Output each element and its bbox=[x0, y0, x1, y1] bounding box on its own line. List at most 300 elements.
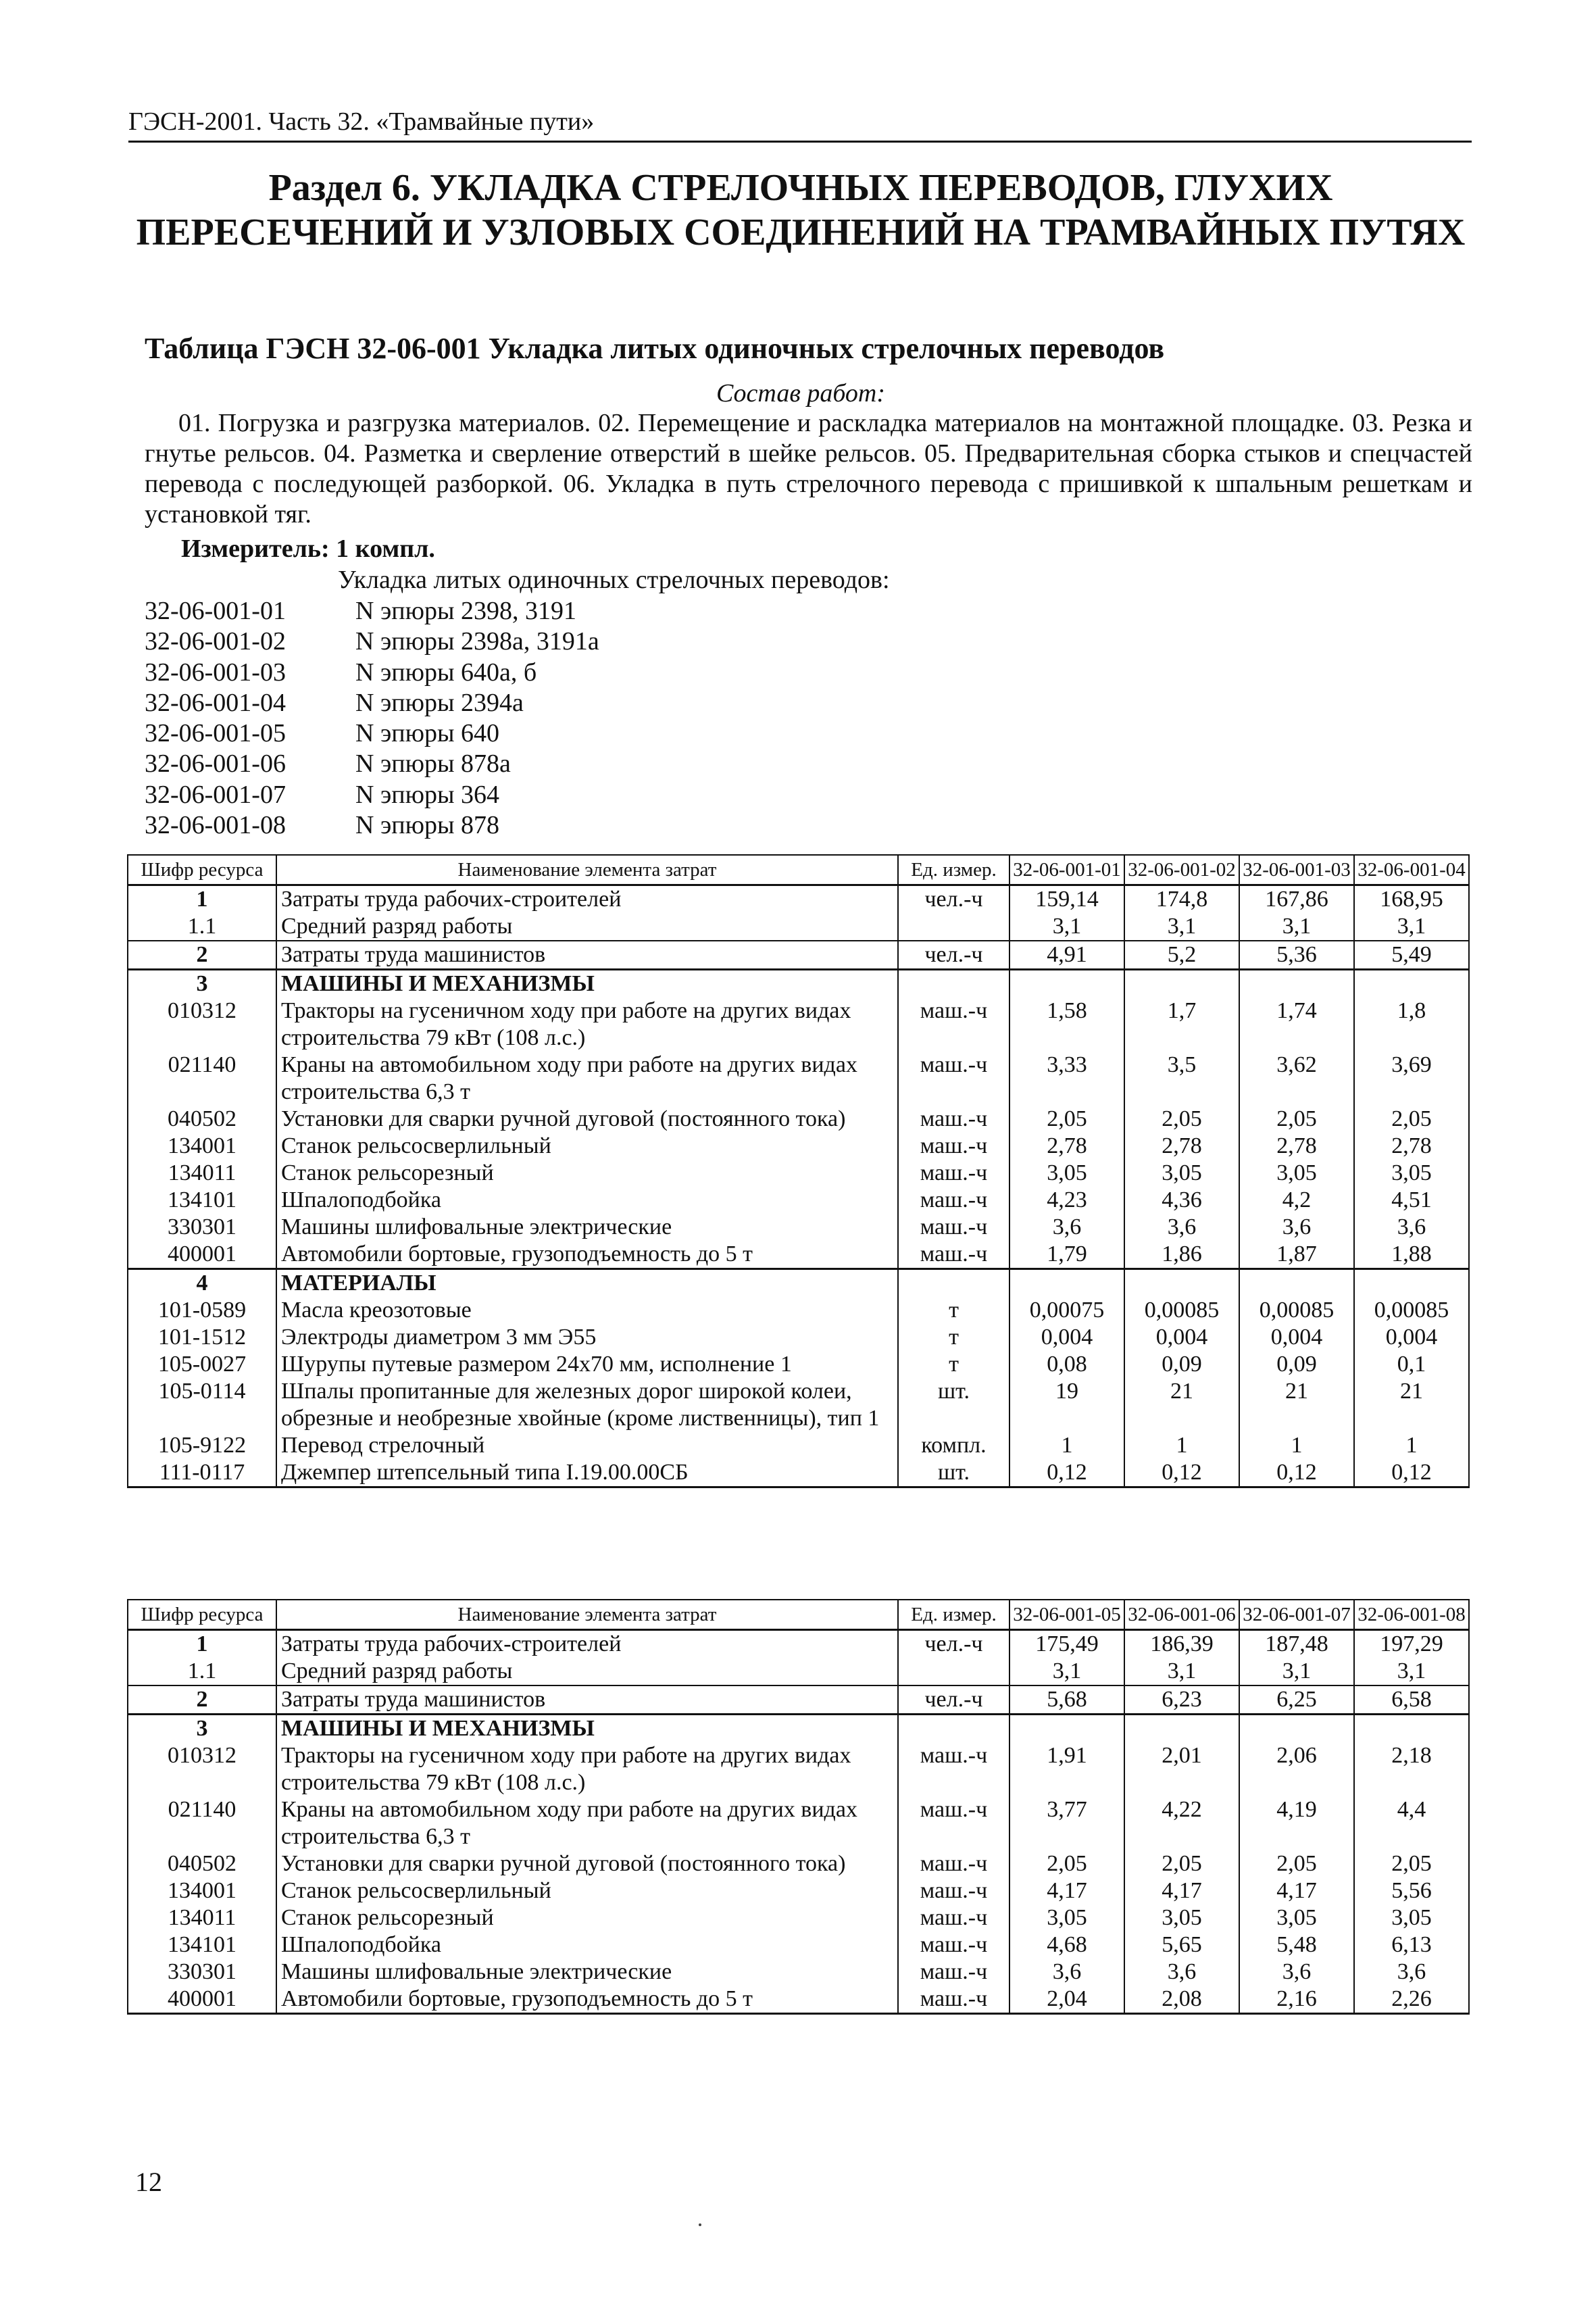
resource-value: 6,23 bbox=[1124, 1685, 1239, 1715]
resource-value: 5,49 bbox=[1354, 941, 1469, 970]
table-row bbox=[128, 1850, 1469, 1877]
resource-unit: маш.-ч bbox=[898, 1133, 1009, 1160]
code-number: 32-06-001-06 bbox=[145, 749, 286, 779]
resource-unit: чел.-ч bbox=[898, 1685, 1009, 1715]
header-col: 32-06-001-04 bbox=[1354, 855, 1469, 885]
resource-value: 3,1 bbox=[1239, 1658, 1354, 1685]
resource-value: 174,8 bbox=[1124, 885, 1239, 914]
resource-name: Шурупы путевые размером 24х70 мм, исполнение 1 bbox=[276, 1351, 898, 1378]
resource-unit: чел.-ч bbox=[898, 885, 1009, 914]
resource-name: МАШИНЫ И МЕХАНИЗМЫ bbox=[276, 970, 898, 998]
resource-value: 2,78 bbox=[1354, 1133, 1469, 1160]
resource-code: 105-0027 bbox=[128, 1351, 276, 1378]
resource-code: 400001 bbox=[128, 1986, 276, 2014]
resource-value: 175,49 bbox=[1009, 1630, 1124, 1658]
resource-value: 3,5 bbox=[1124, 1052, 1239, 1106]
resource-value: 4,17 bbox=[1009, 1877, 1124, 1904]
code-item bbox=[145, 688, 599, 718]
resource-value: 3,6 bbox=[1239, 1959, 1354, 1986]
resource-value: 1 bbox=[1239, 1432, 1354, 1459]
resource-name: Автомобили бортовые, грузоподъемность до 5 т bbox=[276, 1986, 898, 2014]
header-unit: Ед. измер. bbox=[898, 855, 1009, 885]
resource-value: 0,004 bbox=[1009, 1324, 1124, 1351]
resource-value: 4,17 bbox=[1124, 1877, 1239, 1904]
resource-code: 3 bbox=[128, 970, 276, 998]
resource-name: Краны на автомобильном ходу при работе на других видах строительства 6,3 т bbox=[276, 1052, 898, 1106]
resource-value: 1,88 bbox=[1354, 1241, 1469, 1269]
resource-code: 3 bbox=[128, 1715, 276, 1743]
table-row bbox=[128, 1052, 1469, 1106]
resource-value: 0,12 bbox=[1009, 1459, 1124, 1487]
resource-value: 4,19 bbox=[1239, 1796, 1354, 1850]
header-col: 32-06-001-01 bbox=[1009, 855, 1124, 885]
table-row bbox=[128, 1106, 1469, 1133]
resource-unit: шт. bbox=[898, 1459, 1009, 1487]
resource-code: 134101 bbox=[128, 1931, 276, 1959]
resource-value bbox=[1354, 1269, 1469, 1298]
table-row bbox=[128, 941, 1469, 970]
table-row bbox=[128, 1459, 1469, 1487]
code-description: N эпюры 640а, б bbox=[355, 658, 537, 687]
code-number: 32-06-001-03 bbox=[145, 658, 286, 687]
resource-value bbox=[1354, 970, 1469, 998]
table-row bbox=[128, 1796, 1469, 1850]
resource-name: Шпалоподбойка bbox=[276, 1187, 898, 1214]
resource-value: 4,91 bbox=[1009, 941, 1124, 970]
resource-value: 21 bbox=[1124, 1378, 1239, 1432]
resource-code: 134001 bbox=[128, 1877, 276, 1904]
resource-code: 134011 bbox=[128, 1904, 276, 1931]
resource-table-1 bbox=[127, 854, 1470, 1488]
resource-unit: маш.-ч bbox=[898, 1931, 1009, 1959]
code-number: 32-06-001-01 bbox=[145, 597, 286, 625]
resource-name: Затраты труда рабочих-строителей bbox=[276, 885, 898, 914]
resource-value: 3,6 bbox=[1239, 1214, 1354, 1241]
resource-value: 3,6 bbox=[1009, 1214, 1124, 1241]
resource-name: Средний разряд работы bbox=[276, 1658, 898, 1685]
resource-value: 0,12 bbox=[1124, 1459, 1239, 1487]
table-title: Таблица ГЭСН 32-06-001 Укладка литых одиночных стрелочных переводов bbox=[145, 332, 1165, 365]
resource-unit: чел.-ч bbox=[898, 1630, 1009, 1658]
resource-value: 2,05 bbox=[1354, 1106, 1469, 1133]
resource-value: 2,16 bbox=[1239, 1986, 1354, 2014]
code-number: 32-06-001-08 bbox=[145, 811, 286, 840]
resource-value: 2,78 bbox=[1009, 1133, 1124, 1160]
resource-name: Тракторы на гусеничном ходу при работе на других видах строительства 79 кВт (108 л.с.) bbox=[276, 998, 898, 1052]
resource-code: 1.1 bbox=[128, 913, 276, 941]
resource-code: 111-0117 bbox=[128, 1459, 276, 1487]
scan-speck bbox=[699, 2223, 701, 2226]
resource-name: МАШИНЫ И МЕХАНИЗМЫ bbox=[276, 1715, 898, 1743]
resource-unit: маш.-ч bbox=[898, 1241, 1009, 1269]
resource-code: 4 bbox=[128, 1269, 276, 1298]
resource-value: 0,09 bbox=[1124, 1351, 1239, 1378]
code-item bbox=[145, 596, 599, 626]
resource-value: 3,1 bbox=[1354, 1658, 1469, 1685]
resource-value: 3,1 bbox=[1009, 1658, 1124, 1685]
resource-value bbox=[1009, 1269, 1124, 1298]
table-row bbox=[128, 970, 1469, 998]
resource-name: Станок рельсосверлильный bbox=[276, 1877, 898, 1904]
resource-code: 330301 bbox=[128, 1959, 276, 1986]
resource-name: Установки для сварки ручной дуговой (постоянного тока) bbox=[276, 1850, 898, 1877]
resource-value: 2,05 bbox=[1124, 1106, 1239, 1133]
resource-value: 5,2 bbox=[1124, 941, 1239, 970]
resource-value: 3,05 bbox=[1354, 1160, 1469, 1187]
resource-value: 0,00085 bbox=[1354, 1297, 1469, 1324]
table-row bbox=[128, 1685, 1469, 1715]
resource-value: 3,05 bbox=[1124, 1160, 1239, 1187]
resource-value: 0,004 bbox=[1239, 1324, 1354, 1351]
codes-list bbox=[145, 596, 599, 841]
resource-value: 2,05 bbox=[1354, 1850, 1469, 1877]
resource-value: 4,22 bbox=[1124, 1796, 1239, 1850]
resource-value: 2,06 bbox=[1239, 1742, 1354, 1796]
table-row bbox=[128, 1297, 1469, 1324]
page-number: 12 bbox=[135, 2167, 162, 2197]
table-row bbox=[128, 1214, 1469, 1241]
resource-value: 6,25 bbox=[1239, 1685, 1354, 1715]
resource-table-2 bbox=[127, 1599, 1470, 2015]
resource-unit: маш.-ч bbox=[898, 1850, 1009, 1877]
table-row bbox=[128, 1133, 1469, 1160]
resource-code: 105-9122 bbox=[128, 1432, 276, 1459]
resource-value: 3,62 bbox=[1239, 1052, 1354, 1106]
code-item bbox=[145, 780, 599, 810]
running-header: ГЭСН-2001. Часть 32. «Трамвайные пути» bbox=[128, 107, 1472, 143]
table-header-row bbox=[128, 1600, 1469, 1630]
work-composition-text: 01. Погрузка и разгрузка материалов. 02. Перемещение и раскладка материалов на монтажной площадке. 03. Резка и гнутье рельсов. 04. Разметка и сверление отверстий в шейке рельсов. 05. Предварительная сборка стыков и спецчастей перевода с последующей разборкой. 06. Укладка в путь стрелочного перевода с пришивкой к шпальным решеткам и установкой тяг. bbox=[145, 409, 1472, 528]
resource-value: 5,48 bbox=[1239, 1931, 1354, 1959]
resource-name: Затраты труда рабочих-строителей bbox=[276, 1630, 898, 1658]
resource-unit: маш.-ч bbox=[898, 1986, 1009, 2014]
code-number: 32-06-001-02 bbox=[145, 627, 286, 656]
resource-value: 5,36 bbox=[1239, 941, 1354, 970]
resource-value bbox=[1124, 1269, 1239, 1298]
header-col: 32-06-001-05 bbox=[1009, 1600, 1124, 1630]
code-description: N эпюры 878 bbox=[355, 811, 500, 840]
resource-value: 2,18 bbox=[1354, 1742, 1469, 1796]
code-description: N эпюры 364 bbox=[355, 780, 500, 809]
resource-unit: маш.-ч bbox=[898, 1214, 1009, 1241]
code-item bbox=[145, 718, 599, 749]
resource-value: 3,69 bbox=[1354, 1052, 1469, 1106]
code-description: N эпюры 2398а, 3191а bbox=[355, 627, 599, 656]
resource-value: 0,00085 bbox=[1124, 1297, 1239, 1324]
resource-value bbox=[1124, 970, 1239, 998]
resource-value bbox=[1239, 970, 1354, 998]
resource-value: 5,65 bbox=[1124, 1931, 1239, 1959]
section-title: Раздел 6. УКЛАДКА СТРЕЛОЧНЫХ ПЕРЕВОДОВ, ГЛУХИХ ПЕРЕСЕЧЕНИЙ И УЗЛОВЫХ СОЕДИНЕНИЙ НА ТРАМВАЙНЫХ ПУТЯХ bbox=[136, 167, 1466, 253]
header-col: 32-06-001-07 bbox=[1239, 1600, 1354, 1630]
resource-value: 21 bbox=[1354, 1378, 1469, 1432]
resource-unit: маш.-ч bbox=[898, 1796, 1009, 1850]
resource-name: Станок рельсорезный bbox=[276, 1160, 898, 1187]
resource-value: 3,1 bbox=[1009, 913, 1124, 941]
table-row bbox=[128, 1432, 1469, 1459]
resource-value: 3,6 bbox=[1124, 1959, 1239, 1986]
resource-value: 0,004 bbox=[1124, 1324, 1239, 1351]
table-row bbox=[128, 1187, 1469, 1214]
resource-value: 3,6 bbox=[1124, 1214, 1239, 1241]
resource-value: 3,1 bbox=[1124, 913, 1239, 941]
resource-code: 134001 bbox=[128, 1133, 276, 1160]
resource-unit: т bbox=[898, 1351, 1009, 1378]
resource-name: Затраты труда машинистов bbox=[276, 1685, 898, 1715]
resource-value: 6,13 bbox=[1354, 1931, 1469, 1959]
table-row bbox=[128, 1715, 1469, 1743]
resource-code: 400001 bbox=[128, 1241, 276, 1269]
code-description: N эпюры 878а bbox=[355, 749, 511, 779]
resource-value: 2,04 bbox=[1009, 1986, 1124, 2014]
resource-value: 2,05 bbox=[1009, 1850, 1124, 1877]
table-row bbox=[128, 1241, 1469, 1269]
header-col: 32-06-001-06 bbox=[1124, 1600, 1239, 1630]
code-item bbox=[145, 810, 599, 841]
resource-code: 021140 bbox=[128, 1796, 276, 1850]
table-row bbox=[128, 998, 1469, 1052]
resource-value: 1,7 bbox=[1124, 998, 1239, 1052]
resource-value: 3,05 bbox=[1009, 1904, 1124, 1931]
code-description: N эпюры 2394а bbox=[355, 688, 524, 717]
resource-name: Краны на автомобильном ходу при работе на других видах строительства 6,3 т bbox=[276, 1796, 898, 1850]
resource-code: 1 bbox=[128, 885, 276, 914]
resource-value: 1,58 bbox=[1009, 998, 1124, 1052]
header-col: 32-06-001-08 bbox=[1354, 1600, 1469, 1630]
table-row bbox=[128, 1877, 1469, 1904]
resource-value bbox=[1239, 1715, 1354, 1743]
code-number: 32-06-001-07 bbox=[145, 780, 286, 809]
resource-name: Шпалы пропитанные для железных дорог широкой колеи, обрезные и необрезные хвойные (кроме лиственницы), тип 1 bbox=[276, 1378, 898, 1432]
resource-code: 2 bbox=[128, 941, 276, 970]
resource-value: 0,08 bbox=[1009, 1351, 1124, 1378]
resource-unit: маш.-ч bbox=[898, 1106, 1009, 1133]
resource-value: 4,68 bbox=[1009, 1931, 1124, 1959]
resource-code: 021140 bbox=[128, 1052, 276, 1106]
work-composition-label: Состав работ: bbox=[716, 379, 886, 408]
resource-value: 19 bbox=[1009, 1378, 1124, 1432]
resource-value bbox=[1009, 970, 1124, 998]
table-row bbox=[128, 1658, 1469, 1685]
resource-unit: компл. bbox=[898, 1432, 1009, 1459]
resource-value: 0,1 bbox=[1354, 1351, 1469, 1378]
resource-unit: т bbox=[898, 1297, 1009, 1324]
table-row bbox=[128, 1378, 1469, 1432]
resource-value: 3,1 bbox=[1239, 913, 1354, 941]
resource-value: 2,08 bbox=[1124, 1986, 1239, 2014]
resource-name: Средний разряд работы bbox=[276, 913, 898, 941]
resource-value bbox=[1239, 1269, 1354, 1298]
resource-unit bbox=[898, 913, 1009, 941]
resource-value: 3,1 bbox=[1124, 1658, 1239, 1685]
resource-value: 6,58 bbox=[1354, 1685, 1469, 1715]
header-col: 32-06-001-03 bbox=[1239, 855, 1354, 885]
header-name: Наименование элемента затрат bbox=[276, 855, 898, 885]
resource-value: 3,6 bbox=[1009, 1959, 1124, 1986]
measure-unit: Измеритель: 1 компл. bbox=[181, 535, 435, 563]
code-description: N эпюры 2398, 3191 bbox=[355, 597, 577, 625]
resource-value: 3,05 bbox=[1239, 1160, 1354, 1187]
resource-value: 1,87 bbox=[1239, 1241, 1354, 1269]
resource-value: 5,56 bbox=[1354, 1877, 1469, 1904]
resource-value: 4,17 bbox=[1239, 1877, 1354, 1904]
resource-code: 010312 bbox=[128, 1742, 276, 1796]
resource-unit: чел.-ч bbox=[898, 941, 1009, 970]
resource-unit: маш.-ч bbox=[898, 1052, 1009, 1106]
resource-value: 0,004 bbox=[1354, 1324, 1469, 1351]
resource-value: 21 bbox=[1239, 1378, 1354, 1432]
resource-value: 197,29 bbox=[1354, 1630, 1469, 1658]
resource-name: Станок рельсосверлильный bbox=[276, 1133, 898, 1160]
resource-value: 0,00085 bbox=[1239, 1297, 1354, 1324]
resource-unit: маш.-ч bbox=[898, 1160, 1009, 1187]
resource-value bbox=[1124, 1715, 1239, 1743]
resource-value: 1 bbox=[1009, 1432, 1124, 1459]
code-item bbox=[145, 749, 599, 779]
resource-value bbox=[1009, 1715, 1124, 1743]
resource-unit: маш.-ч bbox=[898, 1959, 1009, 1986]
resource-code: 105-0114 bbox=[128, 1378, 276, 1432]
table-row bbox=[128, 1959, 1469, 1986]
resource-value: 1,8 bbox=[1354, 998, 1469, 1052]
resource-value: 0,09 bbox=[1239, 1351, 1354, 1378]
resource-value: 3,05 bbox=[1354, 1904, 1469, 1931]
resource-unit: маш.-ч bbox=[898, 1877, 1009, 1904]
resource-value: 3,6 bbox=[1354, 1959, 1469, 1986]
resource-unit bbox=[898, 970, 1009, 998]
resource-value: 0,12 bbox=[1239, 1459, 1354, 1487]
resource-value: 2,01 bbox=[1124, 1742, 1239, 1796]
table-row bbox=[128, 1742, 1469, 1796]
resource-value: 4,23 bbox=[1009, 1187, 1124, 1214]
table-row bbox=[128, 1630, 1469, 1658]
resource-value: 2,78 bbox=[1124, 1133, 1239, 1160]
resource-unit bbox=[898, 1269, 1009, 1298]
resource-name: Джемпер штепсельный типа I.19.00.00СБ bbox=[276, 1459, 898, 1487]
code-description: N эпюры 640 bbox=[355, 719, 500, 748]
resource-name: Машины шлифовальные электрические bbox=[276, 1214, 898, 1241]
resource-code: 040502 bbox=[128, 1106, 276, 1133]
resource-unit: маш.-ч bbox=[898, 1742, 1009, 1796]
header-unit: Ед. измер. bbox=[898, 1600, 1009, 1630]
table-row bbox=[128, 1351, 1469, 1378]
resource-name: Установки для сварки ручной дуговой (постоянного тока) bbox=[276, 1106, 898, 1133]
resource-unit: маш.-ч bbox=[898, 998, 1009, 1052]
resource-name: Машины шлифовальные электрические bbox=[276, 1959, 898, 1986]
resource-code: 101-0589 bbox=[128, 1297, 276, 1324]
code-item bbox=[145, 658, 599, 688]
table-row bbox=[128, 1269, 1469, 1298]
resource-unit bbox=[898, 1715, 1009, 1743]
resource-code: 134101 bbox=[128, 1187, 276, 1214]
resource-code: 040502 bbox=[128, 1850, 276, 1877]
code-item bbox=[145, 626, 599, 657]
table-row bbox=[128, 1931, 1469, 1959]
resource-name: Электроды диаметром 3 мм Э55 bbox=[276, 1324, 898, 1351]
resource-value: 4,4 bbox=[1354, 1796, 1469, 1850]
resource-name: Затраты труда машинистов bbox=[276, 941, 898, 970]
resource-value: 3,1 bbox=[1354, 913, 1469, 941]
table-row bbox=[128, 913, 1469, 941]
resource-value: 159,14 bbox=[1009, 885, 1124, 914]
resource-code: 1.1 bbox=[128, 1658, 276, 1685]
resource-unit: т bbox=[898, 1324, 1009, 1351]
header-resource: Шифр ресурса bbox=[128, 855, 276, 885]
table-row bbox=[128, 1904, 1469, 1931]
resource-value: 3,33 bbox=[1009, 1052, 1124, 1106]
resource-code: 330301 bbox=[128, 1214, 276, 1241]
resource-name: Автомобили бортовые, грузоподъемность до 5 т bbox=[276, 1241, 898, 1269]
resource-code: 010312 bbox=[128, 998, 276, 1052]
resource-value: 2,78 bbox=[1239, 1133, 1354, 1160]
resource-value: 3,05 bbox=[1009, 1160, 1124, 1187]
resource-unit: маш.-ч bbox=[898, 1187, 1009, 1214]
table-row bbox=[128, 1986, 1469, 2014]
resource-value: 3,6 bbox=[1354, 1214, 1469, 1241]
resource-value: 4,2 bbox=[1239, 1187, 1354, 1214]
resource-code: 1 bbox=[128, 1630, 276, 1658]
header-name: Наименование элемента затрат bbox=[276, 1600, 898, 1630]
resource-value: 2,26 bbox=[1354, 1986, 1469, 2014]
resource-name: МАТЕРИАЛЫ bbox=[276, 1269, 898, 1298]
resource-value: 2,05 bbox=[1009, 1106, 1124, 1133]
table-header-row bbox=[128, 855, 1469, 885]
resource-value: 167,86 bbox=[1239, 885, 1354, 914]
resource-code: 2 bbox=[128, 1685, 276, 1715]
code-number: 32-06-001-05 bbox=[145, 719, 286, 748]
resource-name: Шпалоподбойка bbox=[276, 1931, 898, 1959]
resource-unit bbox=[898, 1658, 1009, 1685]
resource-value: 3,77 bbox=[1009, 1796, 1124, 1850]
resource-value: 1 bbox=[1354, 1432, 1469, 1459]
resource-value: 5,68 bbox=[1009, 1685, 1124, 1715]
resource-value: 168,95 bbox=[1354, 885, 1469, 914]
header-resource: Шифр ресурса bbox=[128, 1600, 276, 1630]
resource-value: 3,05 bbox=[1239, 1904, 1354, 1931]
codes-intro: Укладка литых одиночных стрелочных переводов: bbox=[338, 566, 890, 594]
header-col: 32-06-001-02 bbox=[1124, 855, 1239, 885]
resource-value: 1,91 bbox=[1009, 1742, 1124, 1796]
code-number: 32-06-001-04 bbox=[145, 688, 286, 717]
resource-value: 1,79 bbox=[1009, 1241, 1124, 1269]
table-row bbox=[128, 1160, 1469, 1187]
resource-name: Масла креозотовые bbox=[276, 1297, 898, 1324]
resource-value: 4,51 bbox=[1354, 1187, 1469, 1214]
resource-code: 101-1512 bbox=[128, 1324, 276, 1351]
table-row bbox=[128, 1324, 1469, 1351]
resource-value bbox=[1354, 1715, 1469, 1743]
resource-value: 2,05 bbox=[1239, 1850, 1354, 1877]
resource-value: 0,00075 bbox=[1009, 1297, 1124, 1324]
resource-code: 134011 bbox=[128, 1160, 276, 1187]
table-row bbox=[128, 885, 1469, 914]
resource-value: 1 bbox=[1124, 1432, 1239, 1459]
resource-value: 1,86 bbox=[1124, 1241, 1239, 1269]
resource-value: 186,39 bbox=[1124, 1630, 1239, 1658]
resource-value: 1,74 bbox=[1239, 998, 1354, 1052]
resource-value: 187,48 bbox=[1239, 1630, 1354, 1658]
resource-value: 3,05 bbox=[1124, 1904, 1239, 1931]
resource-value: 2,05 bbox=[1239, 1106, 1354, 1133]
resource-value: 0,12 bbox=[1354, 1459, 1469, 1487]
resource-name: Перевод стрелочный bbox=[276, 1432, 898, 1459]
resource-unit: маш.-ч bbox=[898, 1904, 1009, 1931]
resource-unit: шт. bbox=[898, 1378, 1009, 1432]
resource-name: Станок рельсорезный bbox=[276, 1904, 898, 1931]
resource-value: 4,36 bbox=[1124, 1187, 1239, 1214]
resource-name: Тракторы на гусеничном ходу при работе на других видах строительства 79 кВт (108 л.с.) bbox=[276, 1742, 898, 1796]
resource-value: 2,05 bbox=[1124, 1850, 1239, 1877]
